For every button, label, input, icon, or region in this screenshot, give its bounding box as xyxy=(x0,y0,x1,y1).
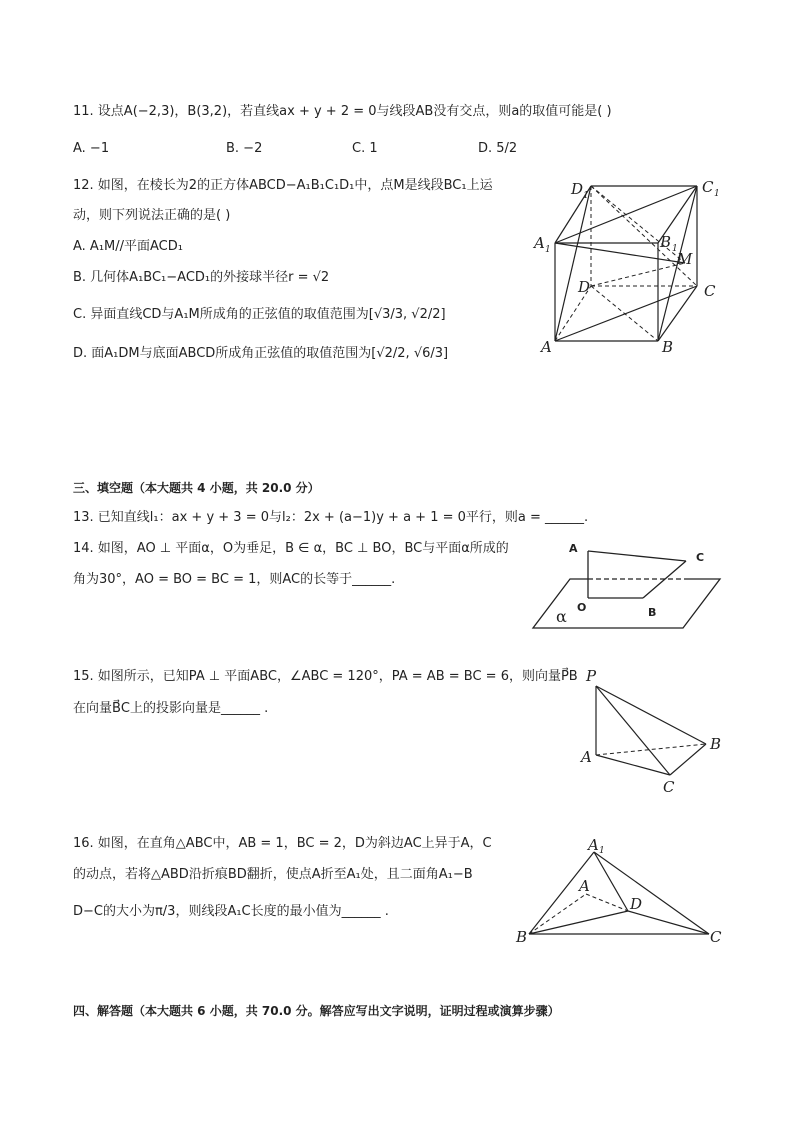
q12-label-a1: A xyxy=(534,234,545,252)
q16-label-a1: A xyxy=(588,836,599,854)
q13-stem: 13. 已知直线l₁：ax + y + 3 = 0与l₂：2x + (a−1)y + a + 1 = 0平行，则a = ______. xyxy=(73,510,589,525)
q16-stem-line1: 16. 如图，在直角△ABC中，AB = 1，BC = 2，D为斜边AC上异于A，C xyxy=(73,836,492,851)
q12-label-a: A xyxy=(541,338,552,356)
q12-label-d1: D xyxy=(571,180,584,198)
q12-label-b1: B xyxy=(660,233,672,251)
q16-label-d: D xyxy=(630,895,643,913)
q12-option-b: B. 几何体A₁BC₁−ACD₁的外接球半径r = √2 xyxy=(73,270,330,285)
q16-label-a: A xyxy=(579,877,590,895)
q12-label-c1: C xyxy=(702,178,714,196)
q12-option-d: D. 面A₁DM与底面ABCD所成角正弦值的取值范围为[√2/2, √6/3] xyxy=(73,346,449,361)
q12-stem-line1: 12. 如图，在棱长为2的正方体ABCD−A₁B₁C₁D₁中，点M是线段BC₁上运 xyxy=(73,178,493,193)
q12-option-c: C. 异面直线CD与A₁M所成角的正弦值的取值范围为[√3/3, √2/2] xyxy=(73,307,446,322)
q12-label-m: M xyxy=(677,250,693,268)
q15-label-p: P xyxy=(586,667,597,685)
q16-label-a1-sub: 1 xyxy=(599,846,605,856)
q14-label-b: B xyxy=(648,606,657,619)
q12-label-a1-sub: 1 xyxy=(545,245,551,255)
q15-stem-line1: 15. 如图所示，已知PA ⊥ 平面ABC，∠ABC = 120°，PA = AB = BC = 6，则向量P⃗B xyxy=(73,669,578,684)
q16-stem-line2: 的动点，若将△ABD沿折痕BD翻折，使点A折至A₁处，且二面角A₁−B xyxy=(73,867,473,882)
q15-stem-line2: 在向量B⃗C上的投影向量是______ . xyxy=(73,701,269,716)
q15-label-c: C xyxy=(663,778,675,796)
q16-stem-line3: D−C的大小为π/3，则线段A₁C长度的最小值为______ . xyxy=(73,904,389,919)
q16-label-b: B xyxy=(516,928,528,946)
q12-label-c: C xyxy=(704,282,716,300)
section3-title: 三、填空题（本大题共 4 小题，共 20.0 分） xyxy=(73,481,320,495)
q12-label-c1-sub: 1 xyxy=(714,189,720,199)
q11-stem: 11. 设点A(−2,3)，B(3,2)，若直线ax + y + 2 = 0与线段AB没有交点，则a的取值可能是( ) xyxy=(73,104,612,119)
q12-stem-line2: 动，则下列说法正确的是( ) xyxy=(73,208,231,223)
q12-option-a: A. A₁M//平面ACD₁ xyxy=(73,239,183,254)
q15-label-b: B xyxy=(710,735,722,753)
q16-label-c: C xyxy=(710,928,722,946)
q14-label-a: A xyxy=(569,542,578,555)
q12-label-d: D xyxy=(578,278,591,296)
q14-label-alpha: α xyxy=(556,607,567,626)
q11-option-d: D. 5/2 xyxy=(478,141,518,156)
section4-title: 四、解答题（本大题共 6 小题，共 70.0 分。解答应写出文字说明，证明过程或演算步骤） xyxy=(73,1004,560,1018)
q12-label-b1-sub: 1 xyxy=(672,244,678,254)
q11-option-c: C. 1 xyxy=(352,141,378,156)
q14-stem-line2: 角为30°，AO = BO = BC = 1，则AC的长等于______. xyxy=(73,572,396,587)
q14-label-o: O xyxy=(577,601,587,614)
q12-label-d1-sub: 1 xyxy=(583,191,589,201)
q15-label-a: A xyxy=(581,748,592,766)
q11-option-b: B. −2 xyxy=(226,141,263,156)
q14-label-c: C xyxy=(696,551,705,564)
q12-label-b: B xyxy=(662,338,674,356)
q11-option-a: A. −1 xyxy=(73,141,110,156)
q14-stem-line1: 14. 如图，AO ⊥ 平面α，O为垂足，B ∈ α，BC ⊥ BO，BC与平面α所成的 xyxy=(73,541,509,556)
